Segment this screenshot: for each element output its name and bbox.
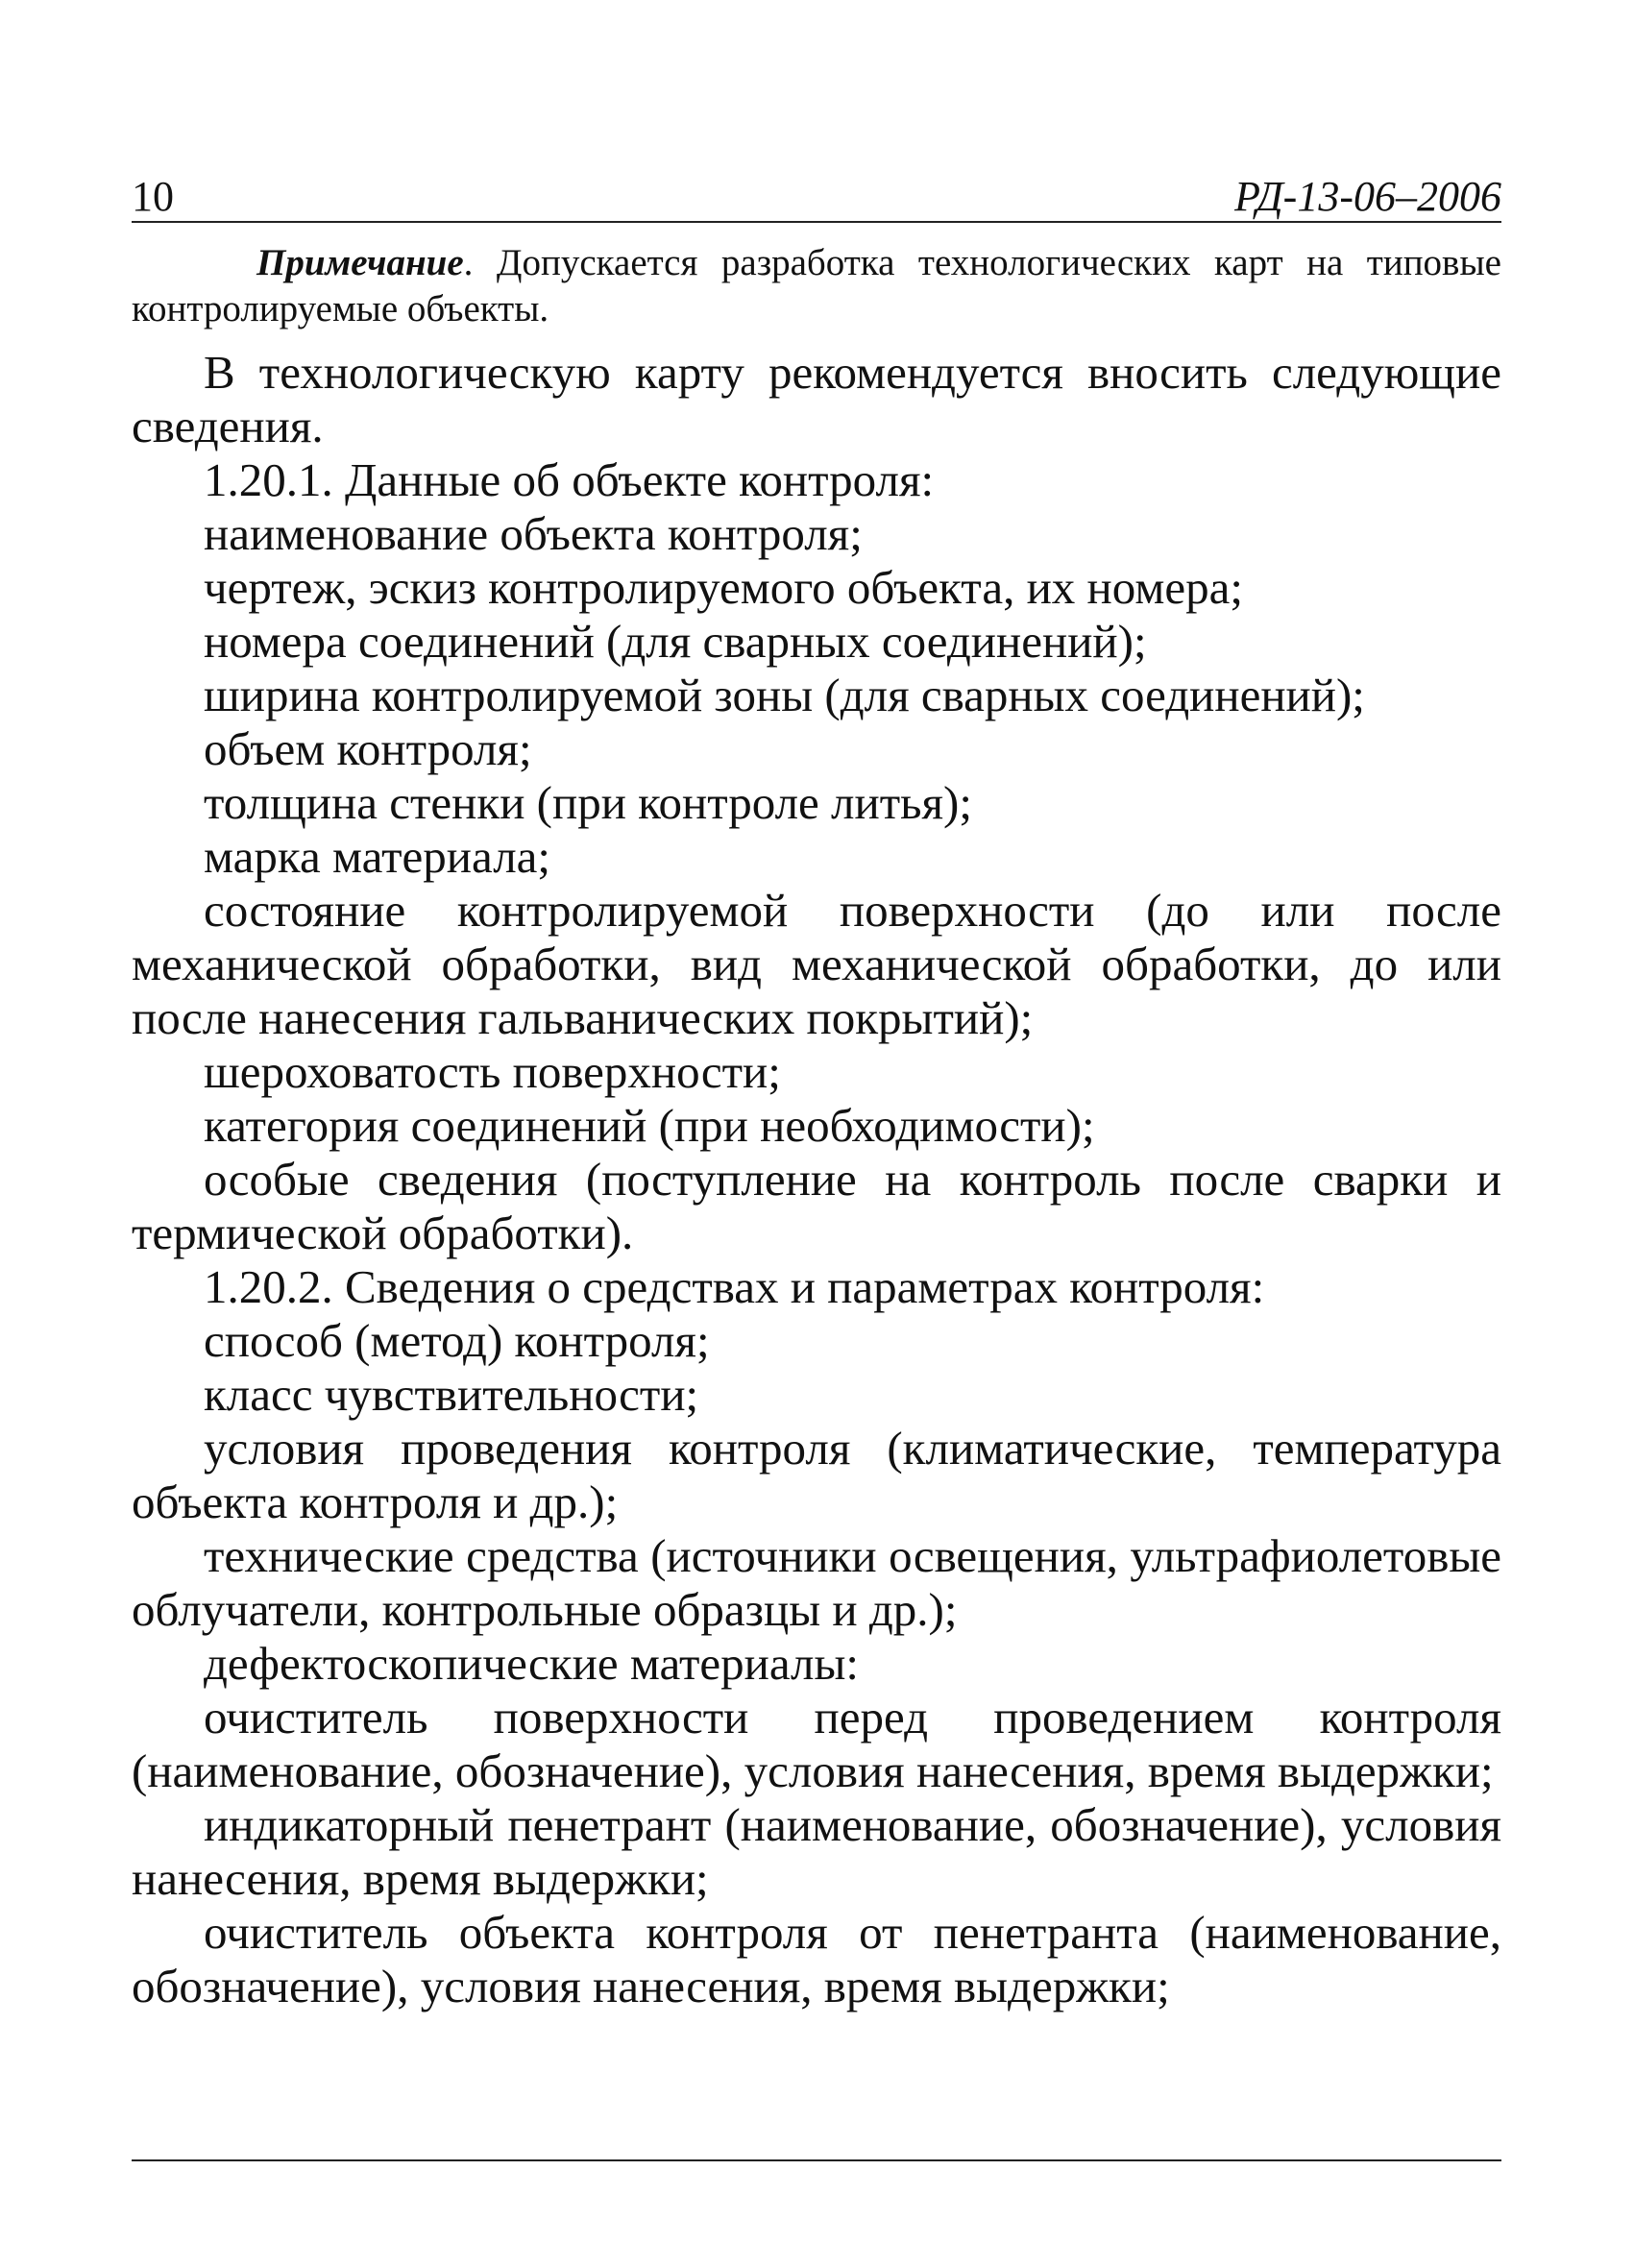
list-item: условия проведения контроля (климатические, температура объекта контроля и др.); bbox=[132, 1422, 1501, 1528]
list-item: способ (метод) контроля; bbox=[204, 1314, 710, 1367]
list-item: очиститель объекта контроля от пенетранта (наименование, обозначение), условия нанесения, время выдержки; bbox=[132, 1906, 1501, 2012]
list-item: состояние контролируемой поверхности (до или после механической обработки, вид механической обработки, до или после нанесения гальванических покрытий); bbox=[132, 884, 1501, 1044]
list-item: толщина стенки (при контроле литья); bbox=[204, 776, 972, 829]
note bbox=[132, 240, 1501, 332]
list-item: шероховатость поверхности; bbox=[204, 1045, 781, 1098]
list-item: технические средства (источники освещения, ультрафиолетовые облучатели, контрольные образцы и др.); bbox=[132, 1529, 1501, 1636]
list-item: индикаторный пенетрант (наименование, обозначение), условия нанесения, время выдержки; bbox=[132, 1798, 1501, 1905]
list-item: категория соединений (при необходимости); bbox=[204, 1099, 1095, 1152]
section-heading-1-20-1: 1.20.1. Данные об объекте контроля: bbox=[204, 453, 935, 506]
list-item: особые сведения (поступление на контроль после сварки и термической обработки). bbox=[132, 1153, 1501, 1259]
section-heading-1-20-2: 1.20.2. Сведения о средствах и параметрах контроля: bbox=[204, 1260, 1265, 1313]
page-body bbox=[132, 240, 1501, 2013]
list-item: наименование объекта контроля; bbox=[204, 507, 863, 560]
footer-divider bbox=[132, 2159, 1501, 2161]
list-item: чертеж, эскиз контролируемого объекта, их номера; bbox=[204, 561, 1243, 614]
document-code: РД-13-06–2006 bbox=[1234, 173, 1501, 220]
page-header bbox=[132, 171, 1501, 223]
list-item: ширина контролируемой зоны (для сварных соединений); bbox=[204, 669, 1365, 721]
page-number: 10 bbox=[132, 173, 174, 220]
list-item: объем контроля; bbox=[204, 722, 532, 775]
header-divider bbox=[132, 221, 1501, 223]
list-item: очиститель поверхности перед проведением контроля (наименование, обозначение), условия нанесения, время выдержки; bbox=[132, 1691, 1501, 1797]
list-item: марка материала; bbox=[204, 830, 551, 883]
list-item: класс чувствительности; bbox=[204, 1368, 699, 1421]
paragraph-intro: В технологическую карту рекомендуется вносить следующие сведения. bbox=[132, 346, 1501, 452]
note-text: . Допускается разработка технологических карт на типовые контролируемые объекты. bbox=[132, 242, 1501, 329]
note-label: Примечание bbox=[256, 242, 464, 283]
list-item: номера соединений (для сварных соединений); bbox=[204, 615, 1147, 668]
list-item: дефектоскопические материалы: bbox=[204, 1637, 860, 1690]
